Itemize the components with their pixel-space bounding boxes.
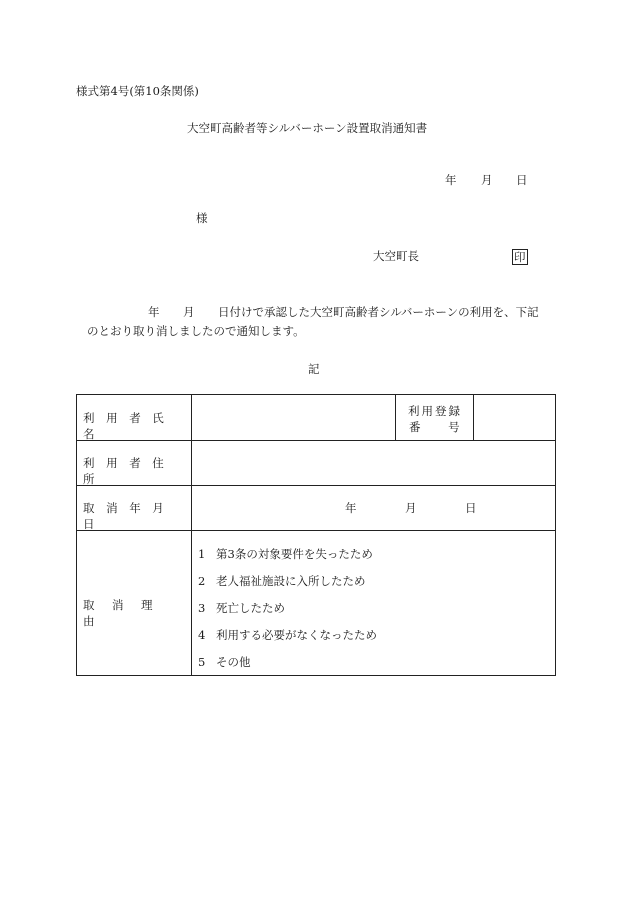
body-line1: 日付けで承認した大空町高齢者シルバーホーンの利用を、下記 — [218, 305, 539, 319]
reason-number: 3 — [198, 601, 206, 615]
registration-number-label-line2: 番 号 — [409, 420, 472, 434]
reason-item — [198, 654, 251, 670]
reason-number: 5 — [198, 655, 206, 669]
reason-number: 1 — [198, 547, 206, 561]
user-address-label: 利用者住所 — [83, 456, 176, 486]
issue-date-month: 月 — [481, 173, 493, 187]
reason-number: 4 — [198, 628, 206, 642]
column-divider — [395, 395, 396, 440]
column-divider — [191, 395, 192, 676]
reason-text: 老人福祉施設に入所したため — [216, 574, 366, 588]
reason-text: その他 — [216, 655, 251, 669]
addressee-suffix: 様 — [196, 211, 208, 225]
reason-text: 第3条の対象要件を失ったため — [216, 547, 373, 561]
column-divider — [473, 395, 474, 440]
ki-heading: 記 — [308, 362, 320, 376]
body-line2: のとおり取り消しましたので通知します。 — [87, 324, 305, 338]
cancel-date-day: 日 — [465, 501, 477, 515]
issue-date-year: 年 — [445, 173, 457, 187]
cancel-reason-label: 取消理由 — [83, 598, 170, 628]
reason-text: 死亡したため — [216, 601, 285, 615]
reason-item — [198, 573, 366, 589]
reason-text: 利用する必要がなくなったため — [216, 628, 377, 642]
reason-item — [198, 600, 285, 616]
body-year: 年 — [148, 305, 160, 319]
reason-number: 2 — [198, 574, 206, 588]
seal-icon: 印 — [514, 250, 526, 264]
body-month: 月 — [183, 305, 195, 319]
form-number: 様式第4号(第10条関係) — [76, 84, 199, 98]
issue-date-day: 日 — [516, 173, 528, 187]
document-title: 大空町高齢者等シルバーホーン設置取消通知書 — [187, 121, 428, 135]
cancel-date-month: 月 — [405, 501, 417, 515]
reason-item — [198, 546, 373, 562]
issuer-name: 大空町長 — [373, 249, 419, 263]
user-name-label: 利用者氏名 — [83, 411, 176, 441]
details-table — [76, 394, 556, 676]
registration-number-label-line1: 利用登録 — [408, 404, 462, 418]
cancel-date-year: 年 — [345, 501, 357, 515]
seal-mark — [512, 246, 528, 265]
reason-item — [198, 627, 377, 643]
cancel-date-label: 取消年月日 — [83, 501, 176, 531]
